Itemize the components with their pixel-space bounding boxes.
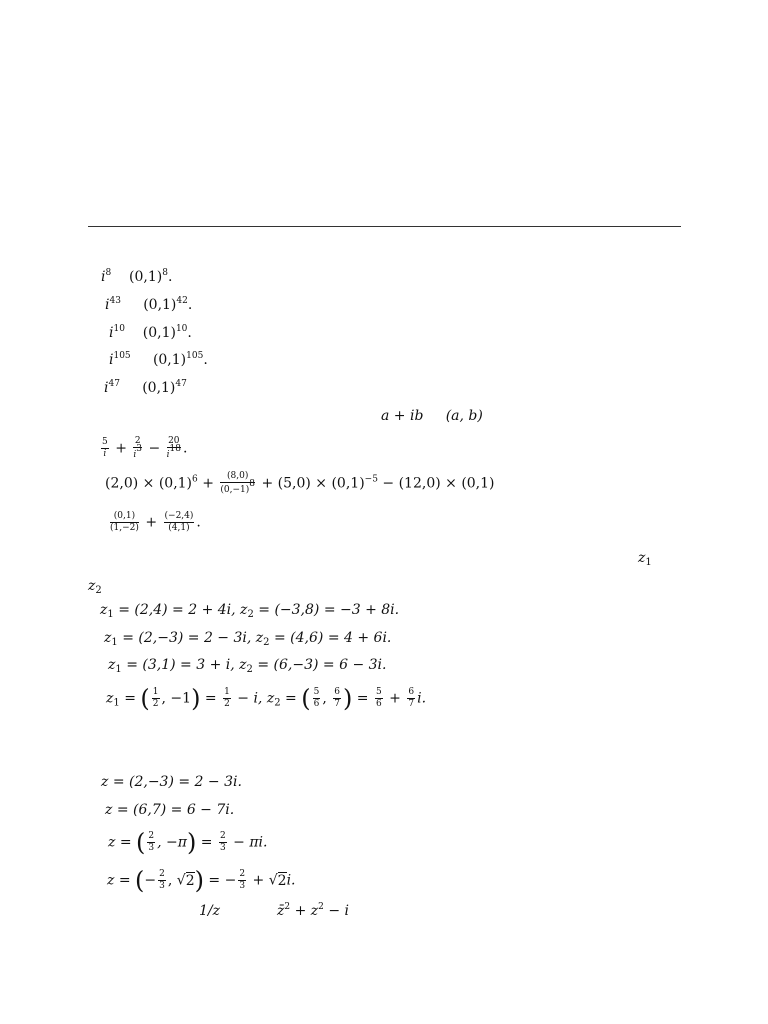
fraction-sum-line: $\frac{5}{i}$ + $\frac{2}{i^3}$ − $\frac{20}{i^{18}}$ . bbox=[102, 436, 188, 460]
power-line-5: $i^{47}$ $(0,1)^{47}$ bbox=[104, 379, 187, 396]
pair-line-4: $z_1$ = ( $\frac{1}{2}$ , −1) = $\frac{1}{2}$ − i, $z_2$ = ( $\frac{5}{6}$ , $\frac{6}{7}$ ) = $\frac{5}{6}$ + $\frac{6}{7}$ i. bbox=[106, 684, 427, 713]
z2-label: $z_2$ bbox=[88, 578, 102, 596]
final-expressions-line: 1/z bbox=[199, 903, 220, 919]
z-line-4: z = (− $\frac{2}{3}$ , √2) = − $\frac{2}{3}$ + √2i. bbox=[107, 866, 296, 895]
z-line-1: z = (2,−3) = 2 − 3i. bbox=[101, 774, 242, 790]
pair-line-2: $z_1 = (2,-3) = 2 - 3i$, $z_2 = (4,6) = 4 + 6i$. bbox=[104, 630, 392, 648]
z-line-2: z = (6,7) = 6 − 7i. bbox=[105, 802, 235, 818]
z-line-3: z = ( $\frac{2}{3}$ , −π) = $\frac{2}{3}$ − πi. bbox=[108, 828, 268, 857]
power-line-4: $i^{105}$ $(0,1)^{105}$. bbox=[109, 351, 208, 368]
power-line-1: $i^8$ $(0,1)^8$. bbox=[101, 268, 173, 285]
horizontal-rule bbox=[88, 226, 681, 227]
z1-label: $z_1$ bbox=[638, 550, 652, 568]
a-ib-expression: a + ib (a, b) bbox=[381, 408, 483, 424]
power-line-3: $i^{10}$ $(0,1)^{10}$. bbox=[109, 324, 192, 341]
pair-line-1: $z_1 = (2,4) = 2 + 4i$, $z_2 = (-3,8) = -3 + 8i$. bbox=[100, 602, 400, 620]
product-expression-line: $(2,0) \times (0,1)^6$ + $\frac{(8,0)}{(0,-1)^8}$ + $(5,0) \times (0,1)^{-5} - (12,0) \times (0,1)$ bbox=[105, 471, 495, 495]
division-expression-line: $\frac{(0,1)}{(1,-2)}$ + $\frac{(-2,4)}{(4,1)}$ . bbox=[110, 511, 201, 533]
power-line-2: $i^{43}$ $(0,1)^{42}$. bbox=[105, 296, 193, 313]
conjugate-expression: z̄$^2$ + $z^2 - i$ bbox=[277, 902, 349, 919]
pair-line-3: $z_1 = (3,1) = 3 + i$, $z_2 = (6,-3) = 6 - 3i$. bbox=[108, 657, 387, 675]
